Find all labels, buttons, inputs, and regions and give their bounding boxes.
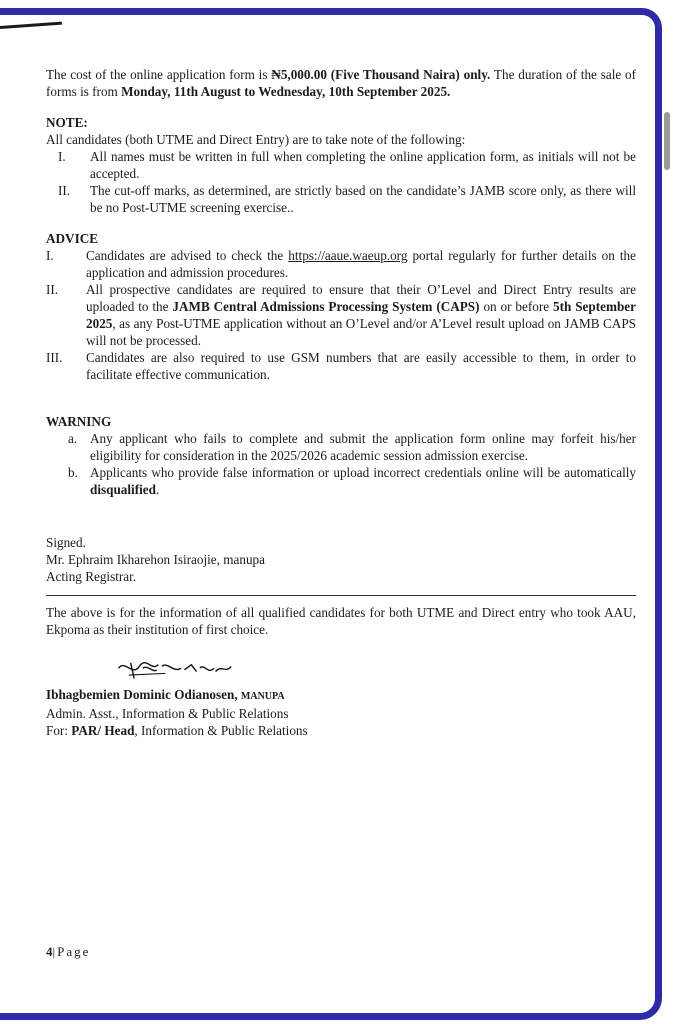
warning-section [46,413,636,498]
note-item: I. All names must be written in full when completing the online application form, as initials will not be accepted. [58,149,636,181]
advice-item: II. All prospective candidates are required to ensure that their O’Level and Direct Entry results are uploaded to the JAMB Central Admissions Processing System (CAPS) on or before 5th September 2025, as any Post-UTME application without an O’Level and/or A’Level result upload on JAMB CAPS will not be processed. [46,282,636,348]
advice-heading: ADVICE [46,231,99,246]
intro-paragraph: The cost of the online application form is ₦5,000.00 (Five Thousand Naira) only. The duration of the sale of forms is from Monday, 11th August to Wednesday, 10th September 2025. [46,67,637,99]
scrollbar[interactable] [664,112,670,170]
document-page [46,66,636,739]
note-lead: All candidates (both UTME and Direct Entry) are to take note of the following: [46,132,466,147]
advice-item: I. Candidates are advised to check the https://aaue.waeup.org portal regularly for further details on the application and admission procedures. [46,248,636,280]
portal-link[interactable]: https://aaue.waeup.org [288,248,408,263]
advice-section [46,230,636,383]
warning-heading: WARNING [46,414,112,429]
note-item: II. The cut-off marks, as determined, are strictly based on the candidate’s JAMB score only, as there will be no Post-UTME screening exercise.. [58,183,636,215]
note-heading: NOTE: [46,115,88,130]
note-section [46,114,636,216]
signatory-block: Ibhagbemien Dominic Odianosen, MANUPA Admin. Asst., Information & Public Relations For: PAR/ Head, Information & Public Relations [46,687,308,738]
divider [46,595,636,596]
signed-block: Signed. Mr. Ephraim Ikharehon Isiraojie, manupa Acting Registrar. [46,535,265,584]
info-paragraph: The above is for the information of all qualified candidates for both UTME and Direct entry who took AAU, Ekpoma as their institution of first choice. [46,605,636,637]
handwritten-signature [104,656,244,682]
warning-item: a. Any applicant who fails to complete and submit the application form online may forfeit his/her eligibility for consideration in the 2025/2026 academic session admission exercise. [68,431,636,463]
page-footer: 4|Page [46,944,91,959]
advice-item: III. Candidates are also required to use GSM numbers that are easily accessible to them, in order to facilitate effective communication. [46,350,636,382]
warning-item: b. Applicants who provide false information or upload incorrect credentials online will be automatically disqualified. [68,465,636,497]
